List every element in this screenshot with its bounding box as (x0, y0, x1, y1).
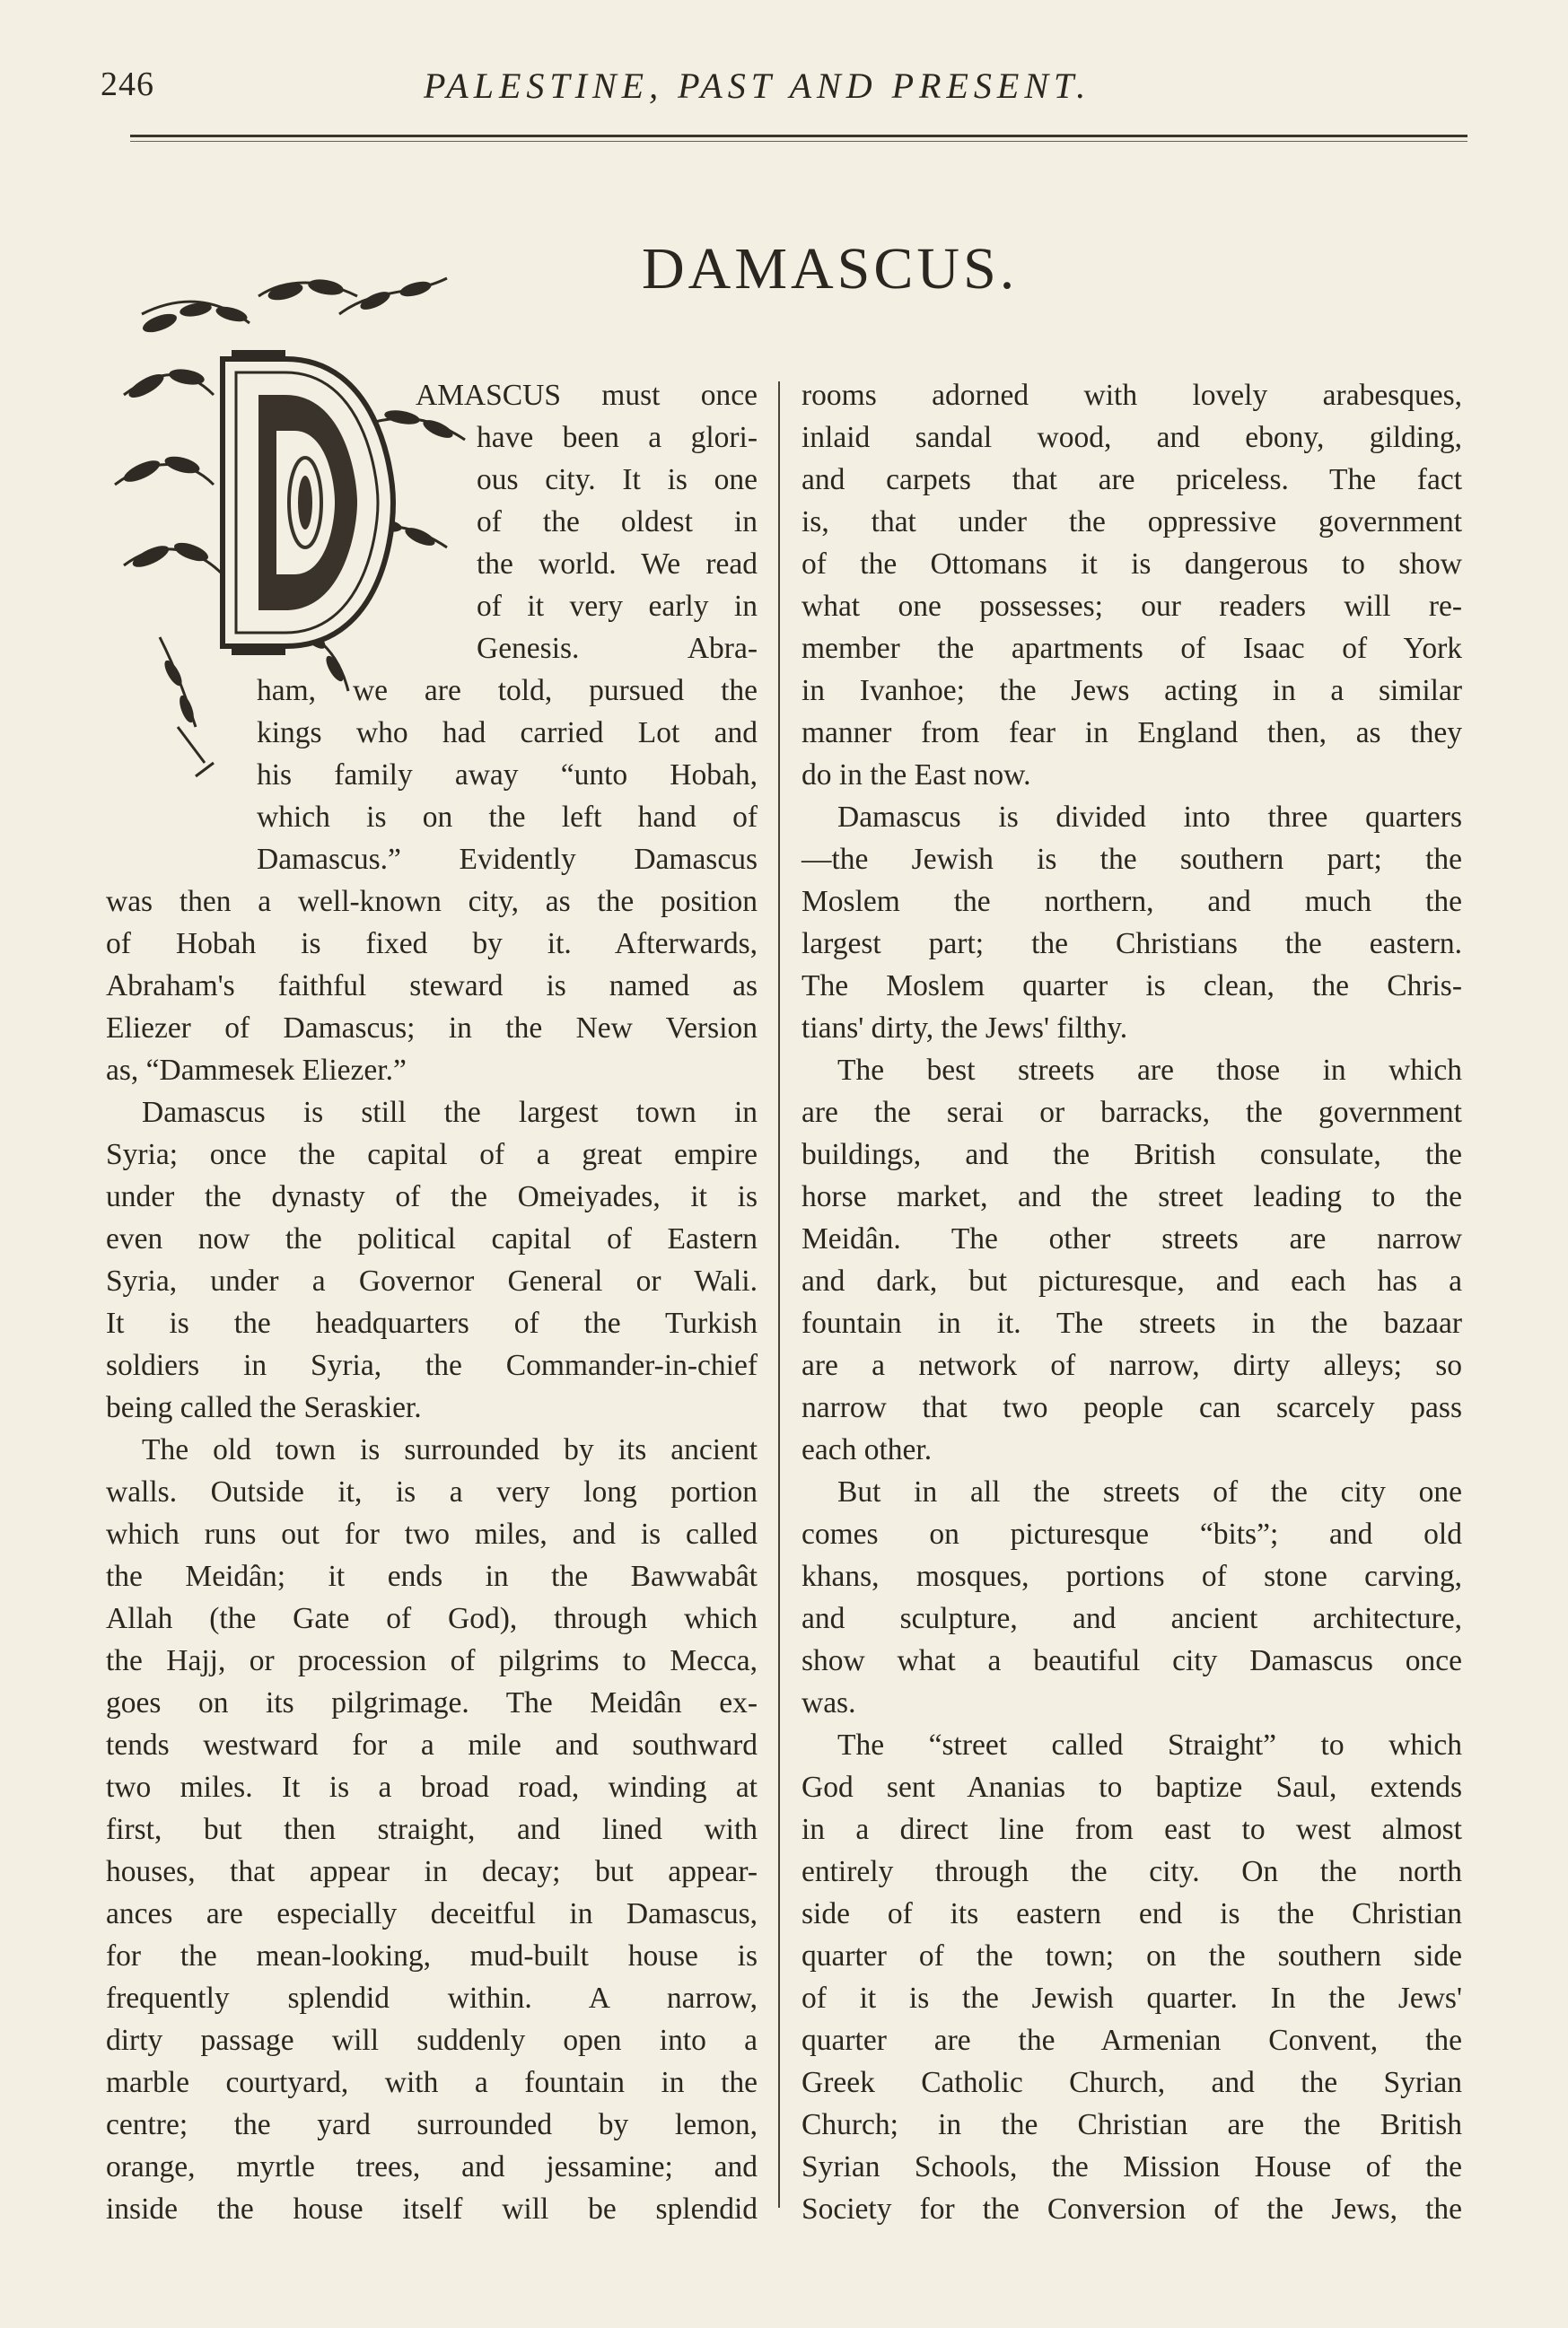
text-line: the Meidân; it ends in the Bawwabât (106, 1560, 758, 1593)
text-line: which runs out for two miles, and is called (106, 1518, 758, 1551)
text-line: member the apartments of Isaac of York (802, 632, 1462, 665)
text-line: ham, we are told, pursued the (257, 674, 758, 707)
running-head (101, 65, 1465, 118)
text-line: Damascus is still the largest town in (142, 1096, 758, 1129)
text-line: walls. Outside it, is a very long portion (106, 1475, 758, 1509)
text-line: was then a well-known city, as the position (106, 885, 758, 918)
text-line: of the oldest in (477, 505, 758, 538)
text-line: was. (802, 1686, 856, 1720)
text-line: inside the house itself will be splendid (106, 2192, 758, 2226)
text-line: —the Jewish is the southern part; the (802, 843, 1462, 876)
text-line: of it is the Jewish quarter. In the Jews' (802, 1982, 1462, 2015)
text-line: soldiers in Syria, the Commander-in-chief (106, 1349, 758, 1382)
text-line: The best streets are those in which (837, 1054, 1462, 1087)
text-line: are the serai or barracks, the government (802, 1096, 1462, 1129)
text-line: Damascus is divided into three quarters (837, 801, 1462, 834)
text-line: what one possesses; our readers will re- (802, 590, 1462, 623)
text-line: frequently splendid within. A narrow, (106, 1982, 758, 2015)
text-line: of Hobah is fixed by it. Afterwards, (106, 927, 758, 960)
text-line: are a network of narrow, dirty alleys; so (802, 1349, 1462, 1382)
text-line: rooms adorned with lovely arabesques, (802, 379, 1462, 412)
text-line: inlaid sandal wood, and ebony, gilding, (802, 421, 1462, 454)
text-line: the world. We read (477, 547, 758, 581)
text-line: Meidân. The other streets are narrow (802, 1222, 1462, 1256)
text-line: centre; the yard surrounded by lemon, (106, 2108, 758, 2141)
text-line: have been a glori- (477, 421, 758, 454)
text-line: ous city. It is one (477, 463, 758, 496)
text-line: Genesis. Abra- (477, 632, 758, 665)
text-line: and sculpture, and ancient architecture, (802, 1602, 1462, 1635)
text-line: being called the Seraskier. (106, 1391, 422, 1424)
text-line: goes on its pilgrimage. The Meidân ex- (106, 1686, 758, 1720)
header-rule-thin (130, 141, 1467, 142)
text-line: manner from fear in England then, as they (802, 716, 1462, 749)
running-title: PALESTINE, PAST AND PRESENT. (424, 66, 1091, 106)
text-line: Greek Catholic Church, and the Syrian (802, 2066, 1462, 2099)
text-line: Church; in the Christian are the British (802, 2108, 1462, 2141)
column-divider (778, 381, 780, 2208)
text-line: and carpets that are priceless. The fact (802, 463, 1462, 496)
text-line: show what a beautiful city Damascus once (802, 1644, 1462, 1677)
text-line: marble courtyard, with a fountain in the (106, 2066, 758, 2099)
text-line: Syria; once the capital of a great empire (106, 1138, 758, 1171)
text-line: houses, that appear in decay; but appear- (106, 1855, 758, 1888)
text-line: ances are especially deceitful in Damascus, (106, 1897, 758, 1930)
text-line: entirely through the city. On the north (802, 1855, 1462, 1888)
text-line: even now the political capital of Eastern (106, 1222, 758, 1256)
text-line: The Moslem quarter is clean, the Chris- (802, 969, 1462, 1002)
text-line: Eliezer of Damascus; in the New Version (106, 1011, 758, 1045)
text-line: of it very early in (477, 590, 758, 623)
text-line: AMASCUS must once (416, 379, 758, 412)
text-line: dirty passage will suddenly open into a (106, 2024, 758, 2057)
text-line: largest part; the Christians the eastern. (802, 927, 1462, 960)
text-line: in a direct line from east to west almost (802, 1813, 1462, 1846)
text-line: which is on the left hand of (257, 801, 758, 834)
text-line: The old town is surrounded by its ancient (142, 1433, 758, 1466)
text-line: It is the headquarters of the Turkish (106, 1307, 758, 1340)
text-line: as, “Dammesek Eliezer.” (106, 1054, 407, 1087)
text-line: The “street called Straight” to which (837, 1728, 1462, 1762)
text-line: horse market, and the street leading to the (802, 1180, 1462, 1213)
text-line: each other. (802, 1433, 933, 1466)
text-line: side of its eastern end is the Christian (802, 1897, 1462, 1930)
chapter-title: DAMASCUS. (642, 236, 1019, 302)
text-line: his family away “unto Hobah, (257, 758, 758, 792)
text-line: tians' dirty, the Jews' filthy. (802, 1011, 1128, 1045)
text-line: for the mean-looking, mud-built house is (106, 1939, 758, 1973)
text-line: do in the East now. (802, 758, 1031, 792)
text-line: comes on picturesque “bits”; and old (802, 1518, 1462, 1551)
text-line: in Ivanhoe; the Jews acting in a similar (802, 674, 1462, 707)
text-line: quarter are the Armenian Convent, the (802, 2024, 1462, 2057)
header-rule (130, 135, 1467, 137)
text-line: Abraham's faithful steward is named as (106, 969, 758, 1002)
left-column (106, 374, 758, 2230)
text-line: is, that under the oppressive government (802, 505, 1462, 538)
text-line: quarter of the town; on the southern side (802, 1939, 1462, 1973)
text-line: kings who had carried Lot and (257, 716, 758, 749)
right-column (802, 374, 1462, 2230)
text-line: the Hajj, or procession of pilgrims to Mecca, (106, 1644, 758, 1677)
text-line: fountain in it. The streets in the bazaar (802, 1307, 1462, 1340)
text-line: Syrian Schools, the Mission House of the (802, 2150, 1462, 2184)
text-line: khans, mosques, portions of stone carving, (802, 1560, 1462, 1593)
text-line: buildings, and the British consulate, the (802, 1138, 1462, 1171)
text-line: two miles. It is a broad road, winding at (106, 1771, 758, 1804)
text-line: and dark, but picturesque, and each has a (802, 1265, 1462, 1298)
text-line: tends westward for a mile and southward (106, 1728, 758, 1762)
text-line: orange, myrtle trees, and jessamine; and (106, 2150, 758, 2184)
text-line: Moslem the northern, and much the (802, 885, 1462, 918)
page-number: 246 (101, 66, 154, 103)
text-line: But in all the streets of the city one (837, 1475, 1462, 1509)
text-line: Damascus.” Evidently Damascus (257, 843, 758, 876)
text-line: narrow that two people can scarcely pass (802, 1391, 1462, 1424)
text-line: first, but then straight, and lined with (106, 1813, 758, 1846)
text-line: Syria, under a Governor General or Wali. (106, 1265, 758, 1298)
text-line: under the dynasty of the Omeiyades, it is (106, 1180, 758, 1213)
text-line: God sent Ananias to baptize Saul, extends (802, 1771, 1462, 1804)
text-line: Society for the Conversion of the Jews, the (802, 2192, 1462, 2226)
text-line: Allah (the Gate of God), through which (106, 1602, 758, 1635)
text-line: of the Ottomans it is dangerous to show (802, 547, 1462, 581)
